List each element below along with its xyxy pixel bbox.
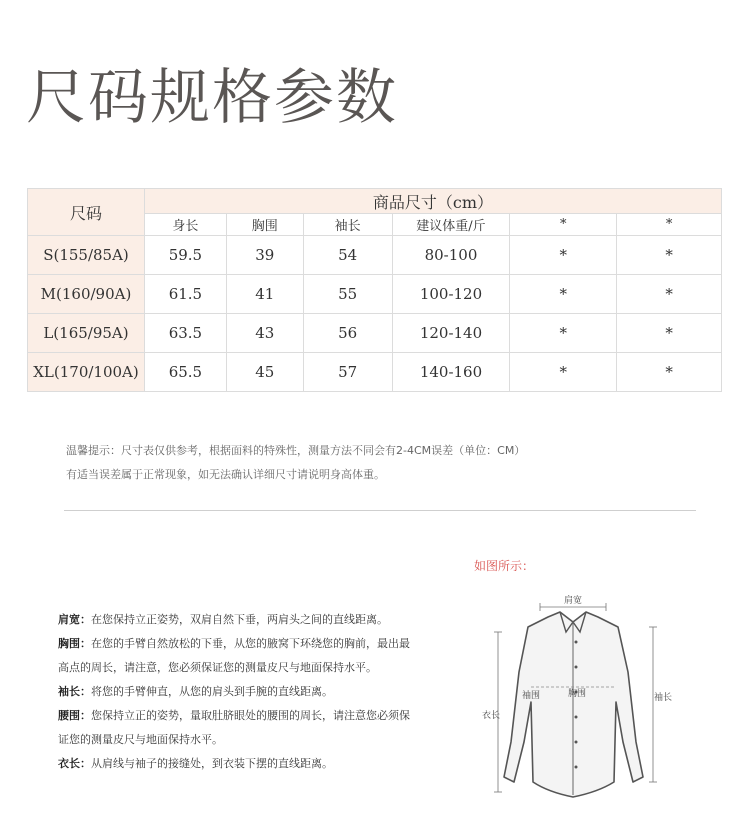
column-header: 胸围	[226, 214, 303, 236]
table-cell: 45	[226, 353, 303, 392]
table-cell: *	[617, 275, 722, 314]
measure-desc: 您保持立正的姿势，量取肚脐眼处的腰围的周长，请注意您必须保	[91, 709, 410, 722]
measure-item	[58, 632, 453, 656]
note-line-1: 温馨提示：尺寸表仅供参考，根据面料的特殊性，测量方法不同会有2-4CM误差（单位：CM）	[66, 444, 526, 457]
measure-desc: 将您的手臂伸直，从您的肩头到手腕的直线距离。	[91, 685, 333, 698]
label-chest: 胸围	[568, 689, 587, 699]
table-cell: 41	[226, 275, 303, 314]
size-header: 尺码	[28, 189, 145, 236]
table-cell: 39	[226, 236, 303, 275]
measure-item	[58, 704, 453, 728]
figure-caption: 如图所示：	[474, 559, 535, 573]
shirt-measurement-diagram	[478, 592, 678, 802]
column-header: 建议体重/斤	[392, 214, 510, 236]
size-table	[27, 188, 722, 392]
label-length: 衣长	[482, 711, 501, 721]
column-header: 身长	[144, 214, 226, 236]
table-row	[28, 353, 722, 392]
measure-item	[58, 656, 453, 680]
size-label: XL(170/100A)	[28, 353, 145, 392]
table-cell: 65.5	[144, 353, 226, 392]
table-cell: 43	[226, 314, 303, 353]
table-cell: *	[510, 275, 617, 314]
table-cell: 80-100	[392, 236, 510, 275]
measure-item	[58, 752, 453, 776]
measure-term: 胸围：	[58, 637, 91, 650]
table-cell: 55	[303, 275, 392, 314]
size-label: M(160/90A)	[28, 275, 145, 314]
measure-term: 肩宽：	[58, 613, 91, 626]
table-cell: 59.5	[144, 236, 226, 275]
table-cell: 57	[303, 353, 392, 392]
table-cell: *	[617, 353, 722, 392]
measure-item	[58, 728, 453, 752]
table-row	[28, 314, 722, 353]
column-header: *	[617, 214, 722, 236]
table-cell: *	[617, 314, 722, 353]
table-cell: 120-140	[392, 314, 510, 353]
measure-desc: 在您保持立正姿势，双肩自然下垂，两肩头之间的直线距离。	[91, 613, 388, 626]
size-label: S(155/85A)	[28, 236, 145, 275]
measure-term: 衣长：	[58, 757, 91, 770]
measure-desc: 在您的手臂自然放松的下垂，从您的腋窝下环绕您的胸前，最出最	[91, 637, 410, 650]
table-row	[28, 275, 722, 314]
measure-item	[58, 680, 453, 704]
page-title: 尺码规格参数	[26, 63, 398, 133]
table-cell: 61.5	[144, 275, 226, 314]
measure-item	[58, 608, 453, 632]
size-label: L(165/95A)	[28, 314, 145, 353]
table-cell: 140-160	[392, 353, 510, 392]
table-cell: 54	[303, 236, 392, 275]
divider	[64, 510, 696, 511]
measure-desc: 证您的测量皮尺与地面保持水平。	[58, 733, 223, 746]
measure-desc: 从肩线与袖子的接缝处，到衣装下摆的直线距离。	[91, 757, 333, 770]
measure-term: 腰围：	[58, 709, 91, 722]
label-waist: 袖围	[522, 691, 541, 701]
group-header: 商品尺寸（cm）	[144, 189, 721, 214]
table-cell: 100-120	[392, 275, 510, 314]
shirt-illustration	[478, 592, 678, 802]
table-row	[28, 236, 722, 275]
table-cell: *	[510, 353, 617, 392]
measure-term: 袖长：	[58, 685, 91, 698]
column-header: 袖长	[303, 214, 392, 236]
measurement-guide	[58, 608, 453, 776]
table-cell: *	[510, 314, 617, 353]
note-line-2: 有适当误差属于正常现象，如无法确认详细尺寸请说明身高体重。	[66, 468, 385, 481]
table-cell: 63.5	[144, 314, 226, 353]
label-sleeve: 袖长	[654, 693, 673, 703]
table-cell: *	[617, 236, 722, 275]
column-header: *	[510, 214, 617, 236]
table-cell: 56	[303, 314, 392, 353]
measure-desc: 高点的周长，请注意，您必须保证您的测量皮尺与地面保持水平。	[58, 661, 377, 674]
label-shoulder: 肩宽	[564, 596, 583, 606]
table-cell: *	[510, 236, 617, 275]
